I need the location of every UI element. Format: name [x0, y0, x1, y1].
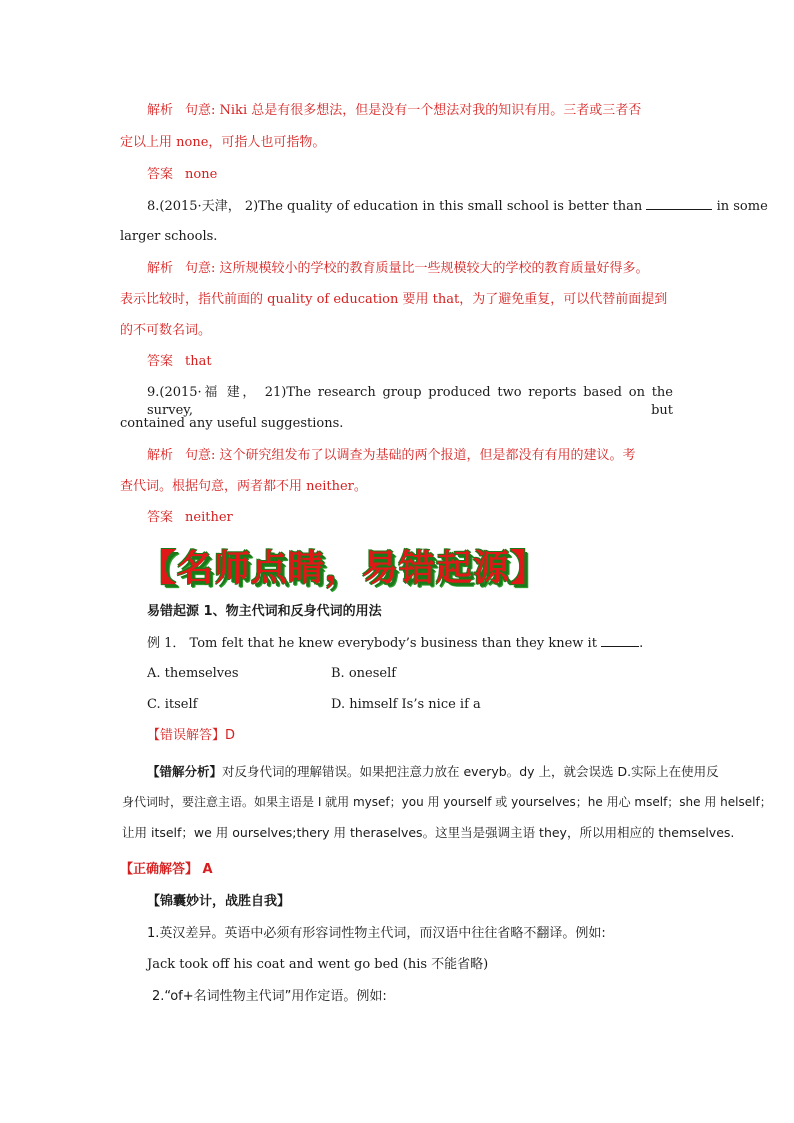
wrong-analysis-text: 对反身代词的理解错误。如果把注意力放在 everyb。dy 上，就会误选 D.实际上在使用反	[222, 764, 719, 779]
q8-stem-cont: larger schools.	[120, 229, 218, 244]
q8-analysis-cont2: 的不可数名词。	[120, 323, 212, 338]
q7-answer	[147, 166, 217, 184]
source-heading: 易错起源 1、物主代词和反身代词的用法	[147, 604, 382, 619]
analysis-label: 解析	[147, 448, 174, 463]
q9-analysis-cont: 查代词。根据句意，两者都不用 neither。	[120, 479, 367, 494]
answer-label: 答案	[147, 510, 174, 525]
example-question	[147, 634, 643, 653]
answer-blank	[646, 197, 712, 210]
analysis-text: 句意: 这所规模较小的学校的教育质量比一些规模较大的学校的教育质量好得多。	[185, 261, 649, 276]
analysis-label: 解析	[147, 103, 174, 118]
correct-answer: 【正确解答】 A	[120, 862, 213, 877]
wrong-analysis-label: 【错解分析】	[147, 764, 223, 779]
option-c: C. itself	[147, 697, 198, 712]
q9-answer	[147, 509, 233, 527]
answer-label: 答案	[147, 354, 174, 369]
answer-value: that	[185, 354, 212, 369]
wrong-analysis-cont2: 让用 itself；we 用 ourselves;thery 用 theraselves。这里当是强调主语 they，所以用相应的 themselves.	[122, 825, 735, 840]
analysis-label: 解析	[147, 261, 174, 276]
wrong-analysis-cont: 身代词时，要注意主语。如果主语是 I 就用 mysef；you 用 yourself 或 yourselves；he 用心 mself；she 用 helself；	[122, 795, 772, 809]
answer-blank	[601, 634, 639, 647]
q8-stem-end: in some	[716, 199, 768, 214]
q8-stem-text: 2)The quality of education in this small school is better than	[244, 199, 643, 214]
q8-answer	[147, 353, 212, 371]
tip-1-example: Jack took off his coat and went go bed (his 不能省略)	[147, 957, 489, 972]
q7-analysis-cont: 定以上用 none，可指人也可指物。	[120, 135, 326, 150]
q9-analysis	[147, 447, 636, 465]
option-d: D. himself Is’s nice if a	[331, 697, 481, 712]
q7-analysis	[147, 102, 641, 120]
answer-value: none	[185, 167, 218, 182]
q9-stem: 9.(2015·福 建， 21)The research group produced two reports based on the survey, but	[147, 385, 673, 418]
wrong-answer: 【错误解答】D	[147, 728, 236, 743]
example-text: Tom felt that he knew everybody’s business than they knew it	[189, 636, 597, 651]
example-label: 例 1．	[147, 636, 186, 651]
tips-heading: 【锦囊妙计，战胜自我】	[147, 894, 291, 909]
option-b: B. oneself	[331, 666, 397, 681]
answer-value: neither	[185, 510, 233, 525]
answer-label: 答案	[147, 167, 174, 182]
analysis-text: 句意: Niki 总是有很多想法，但是没有一个想法对我的知识有用。三者或三者否	[185, 103, 642, 118]
analysis-text: 句意: 这个研究组发布了以调查为基础的两个报道，但是都没有有用的建议。考	[185, 448, 636, 463]
q9-stem-cont: contained any useful suggestions.	[120, 416, 344, 431]
section-banner: 【名师点睛，易错起源】	[140, 548, 548, 589]
option-a: A. themselves	[147, 666, 239, 681]
q8-analysis	[147, 260, 649, 278]
tip-2: 2.“of+名词性物主代词”用作定语。例如:	[152, 989, 387, 1004]
example-end: .	[639, 636, 644, 651]
q8-analysis-cont: 表示比较时，指代前面的 quality of education 要用 that，为了避免重复，可以代替前面提到	[120, 292, 668, 307]
q8-stem	[147, 197, 768, 216]
tip-1: 1.英汉差异。英语中必须有形容词性物主代词，而汉语中往往省略不翻译。例如:	[147, 926, 606, 941]
wrong-analysis	[147, 763, 719, 781]
q8-source: 8.(2015·天津，	[147, 199, 241, 214]
